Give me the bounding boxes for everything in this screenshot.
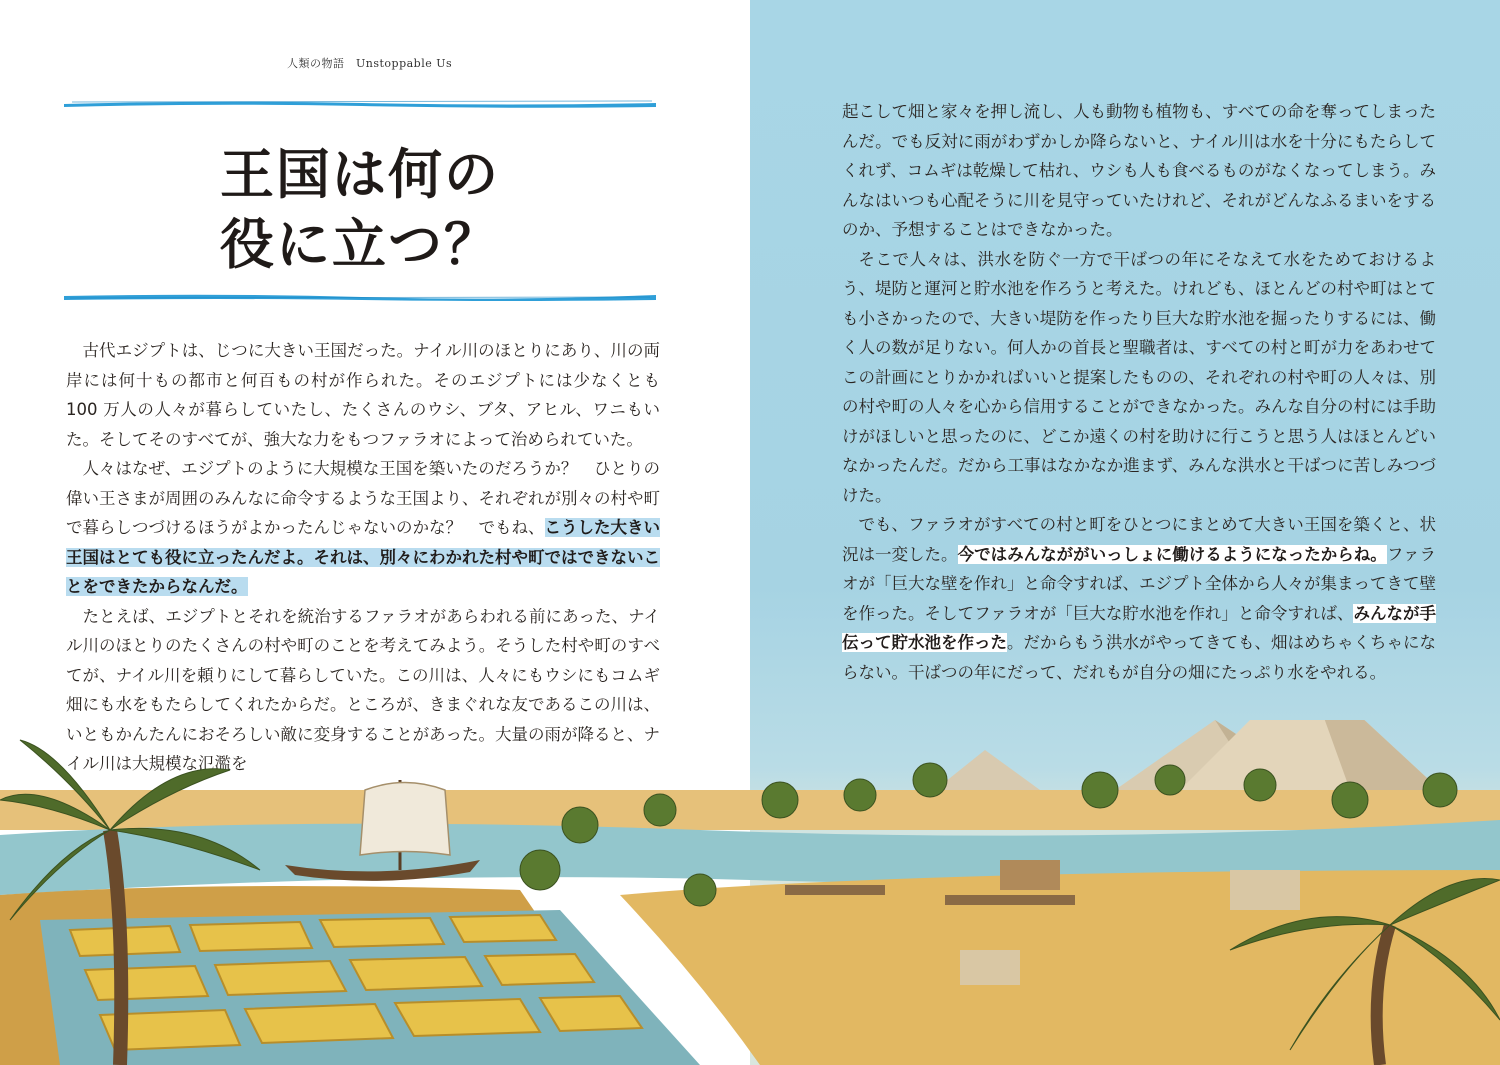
running-header: 人類の物語 Unstoppable Us [287, 57, 453, 70]
title-line-2: 役に立つ？ [220, 213, 500, 276]
paragraph-1: 古代エジプトは、じつに大きい王国だった。ナイル川のほとりにあり、川の両岸には何十もの都市と何百もの村が作られた。そのエジプトには少なくとも 100 万人の人々が暮らしていたし、たくさんのウシ、ブタ、アヒル、ワニもいた。そしてそのすべてが、強大な力をもつファラオによって治められていた。 [66, 341, 660, 449]
paragraph-4: 起こして畑と家々を押し流し、人も動物も植物も、すべての命を奪ってしまったんだ。でも反対に雨がわずかしか降らないと、ナイル川は水を十分にもたらしてくれず、コムギは乾燥して枯れ、ウシも人も食べるものがなくなってしまう。みんなはいつも心配そうに川を見守っていたけれど、それがどんなふるまいをするのか、予想することはできなかった。 [842, 102, 1436, 239]
highlighted-sentence-1: 今ではみんなががいっしょに働けるようになったからね。 [957, 544, 1387, 564]
title-top-brush-line [62, 98, 658, 110]
title-bottom-brush-line [62, 291, 658, 303]
highlighted-key-sentence: こうした大きい王国はとても役に立ったんだよ。それは、別々にわかれた村や町ではできないことをできたからなんだ。 [66, 518, 660, 596]
paragraph-2 [66, 454, 660, 602]
paragraph-5: そこで人々は、洪水を防ぐ一方で干ばつの年にそなえて水をためておけるよう、堤防と運河と貯水池を作ろうと考えた。けれども、ほとんどの村や町はとても小さかったので、大きい堤防を作ったり巨大な貯水池を掘ったりするには、働く人の数が足りない。何人かの首長と聖職者は、すべての村と町が力をあわせてこの計画にとりかかればいいと提案したものの、それぞれの村や町の人々は、別の村や町の人々を心から信用することができなかった。みんな自分の村には手助けがほしいと思ったのに、どこか遠くの村を助けに行こうと思う人はほとんどいなかったんだ。だから工事はなかなか進まず、みんな洪水と干ばつに苦しみつづけた。 [842, 249, 1436, 505]
pyramid-small [935, 750, 1040, 790]
nile-valley-illustration [0, 720, 1500, 1065]
highlighted-sentence-2: みんなが手伝って貯水池を作った [842, 603, 1437, 652]
paragraph-6-text-b: ファラオが「巨大な壁を作れ」と命令すれば、エジプト全体から人々が集まってきて壁を作った。そしてファラオが「巨大な貯水池を作れ」と命令すれば、 [842, 544, 1437, 623]
paragraph-2-text: 人々はなぜ、エジプトのように大規模な王国を築いたのだろうか？ ひとりの偉い王さまが周囲のみんなに命令するような王国より、それぞれが別々の村や町で暮らしつづけるほうがよかったんじゃないのかな？ でもね、 [66, 459, 660, 537]
paragraph-6 [842, 510, 1436, 687]
title-line-1: 王国は何の [220, 143, 500, 206]
right-column-text [842, 97, 1436, 687]
far-desert [0, 790, 1500, 830]
page-title [0, 140, 720, 280]
left-column-text [66, 336, 660, 779]
paragraph-6-text-a: でも、ファラオがすべての村と町をひとつにまとめて大きい王国を築くと、状況は一変した。 [842, 515, 1436, 564]
paragraph-6-text-c: 。だからもう洪水がやってきても、畑はめちゃくちゃにならない。干ばつの年にだって、だれもが自分の畑にたっぷり水をやれる。 [842, 633, 1436, 682]
irrigated-fields [40, 910, 700, 1065]
paragraph-3: たとえば、エジプトとそれを統治するファラオがあらわれる前にあった、ナイル川のほとりのたくさんの村や町のことを考えてみよう。そうした村や町のすべてが、ナイル川を頼りにして暮らしていた。この川は、人々にもウシにもコムギ畑にも水をもたらしてくれたからだ。ところが、きまぐれな友であるこの川は、いともかんたんにおそろしい敵に変身することがあった。大量の雨が降ると、ナイル川は大規模な氾濫を [66, 606, 660, 773]
